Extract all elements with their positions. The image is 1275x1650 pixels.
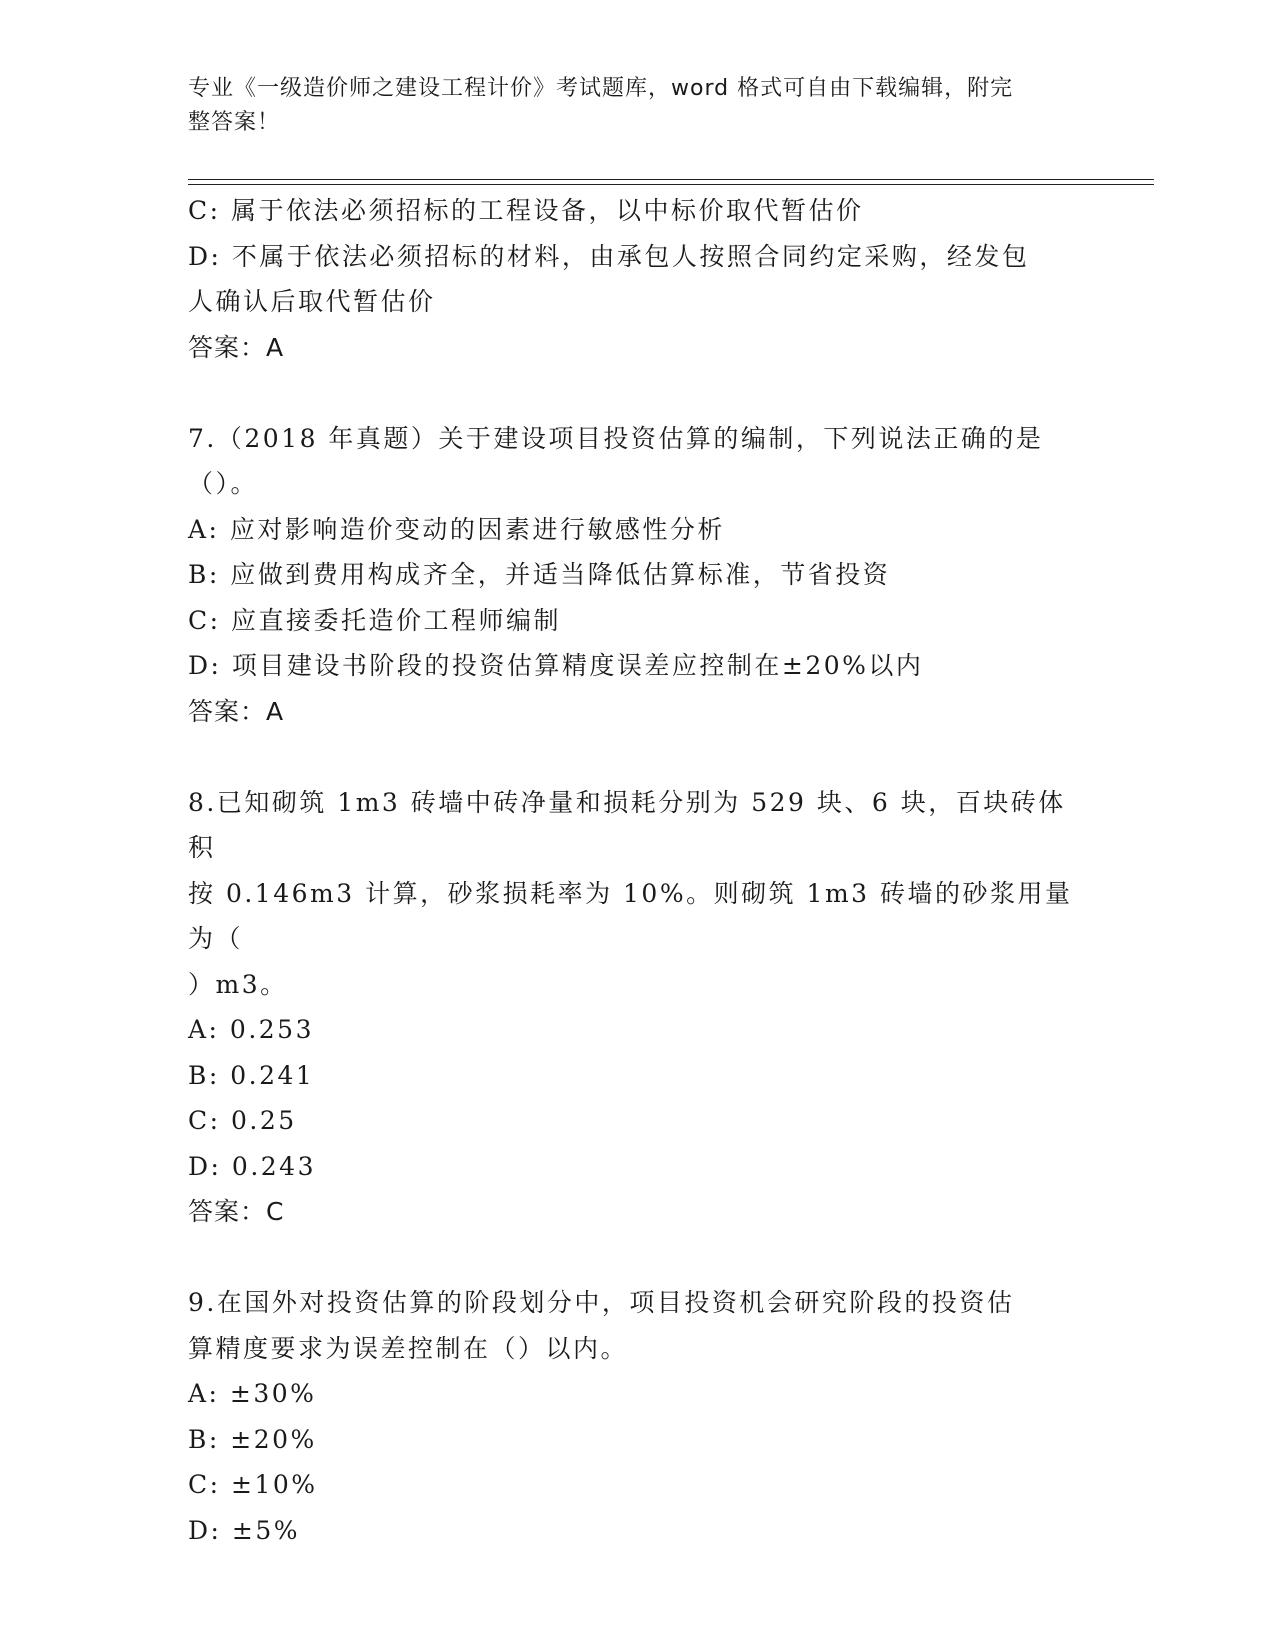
- header-line-1: 专业《一级造价师之建设工程计价》考试题库，word 格式可自由下载编辑，附完: [188, 76, 1014, 101]
- question-stem: 算精度要求为误差控制在（）以内。: [188, 1333, 629, 1363]
- header-line-2: 整答案！: [188, 110, 281, 135]
- question-stem: 8.已知砌筑 1m3 砖墙中砖净量和损耗分别为 529 块、6 块，百块砖体积: [188, 787, 1066, 862]
- spacer: [188, 734, 1088, 780]
- document-body: [188, 188, 1088, 1553]
- option-a: A: 应对影响造价变动的因素进行敏感性分析: [188, 514, 725, 544]
- header-rule-top: [188, 179, 1154, 180]
- question-stem: 7.（2018 年真题）关于建设项目投资估算的编制，下列说法正确的是: [188, 423, 1044, 453]
- question-stem: ）m3。: [188, 969, 288, 999]
- question-stem: 按 0.146m3 计算，砂浆损耗率为 10%。则砌筑 1m3 砖墙的砂浆用量为（: [188, 878, 1073, 953]
- question-6-continued: [188, 188, 1088, 370]
- option-d-continued: 人确认后取代暂估价: [188, 287, 436, 316]
- document-header: [188, 72, 1088, 140]
- option-c: C: ±10%: [188, 1470, 318, 1499]
- option-a: A: 0.253: [188, 1015, 314, 1044]
- question-stem: 9.在国外对投资估算的阶段划分中，项目投资机会研究阶段的投资估: [188, 1288, 1015, 1317]
- spacer: [188, 1235, 1088, 1281]
- option-d: D: 项目建设书阶段的投资估算精度误差应控制在±20%以内: [188, 651, 924, 680]
- option-b: B: 0.241: [188, 1060, 315, 1090]
- question-7: [188, 416, 1088, 735]
- header-rule-bottom: [188, 184, 1154, 185]
- option-c: C: 应直接委托造价工程师编制: [188, 605, 561, 635]
- option-a: A: ±30%: [188, 1379, 317, 1408]
- answer: 答案：C: [188, 1197, 285, 1226]
- option-c: C: 属于依法必须招标的工程设备，以中标价取代暂估价: [188, 196, 864, 225]
- spacer: [188, 370, 1088, 416]
- answer: 答案：A: [188, 332, 285, 362]
- question-stem: （）。: [188, 469, 259, 498]
- answer: 答案：A: [188, 696, 285, 726]
- question-9: [188, 1280, 1088, 1553]
- option-d: D: ±5%: [188, 1515, 301, 1545]
- option-b: B: 应做到费用构成齐全，并适当降低估算标准，节省投资: [188, 560, 891, 589]
- question-8: [188, 780, 1088, 1235]
- option-b: B: ±20%: [188, 1424, 317, 1454]
- option-d: D: 不属于依法必须招标的材料，由承包人按照合同约定采购，经发包: [188, 241, 1030, 271]
- option-c: C: 0.25: [188, 1106, 297, 1135]
- option-d: D: 0.243: [188, 1151, 316, 1181]
